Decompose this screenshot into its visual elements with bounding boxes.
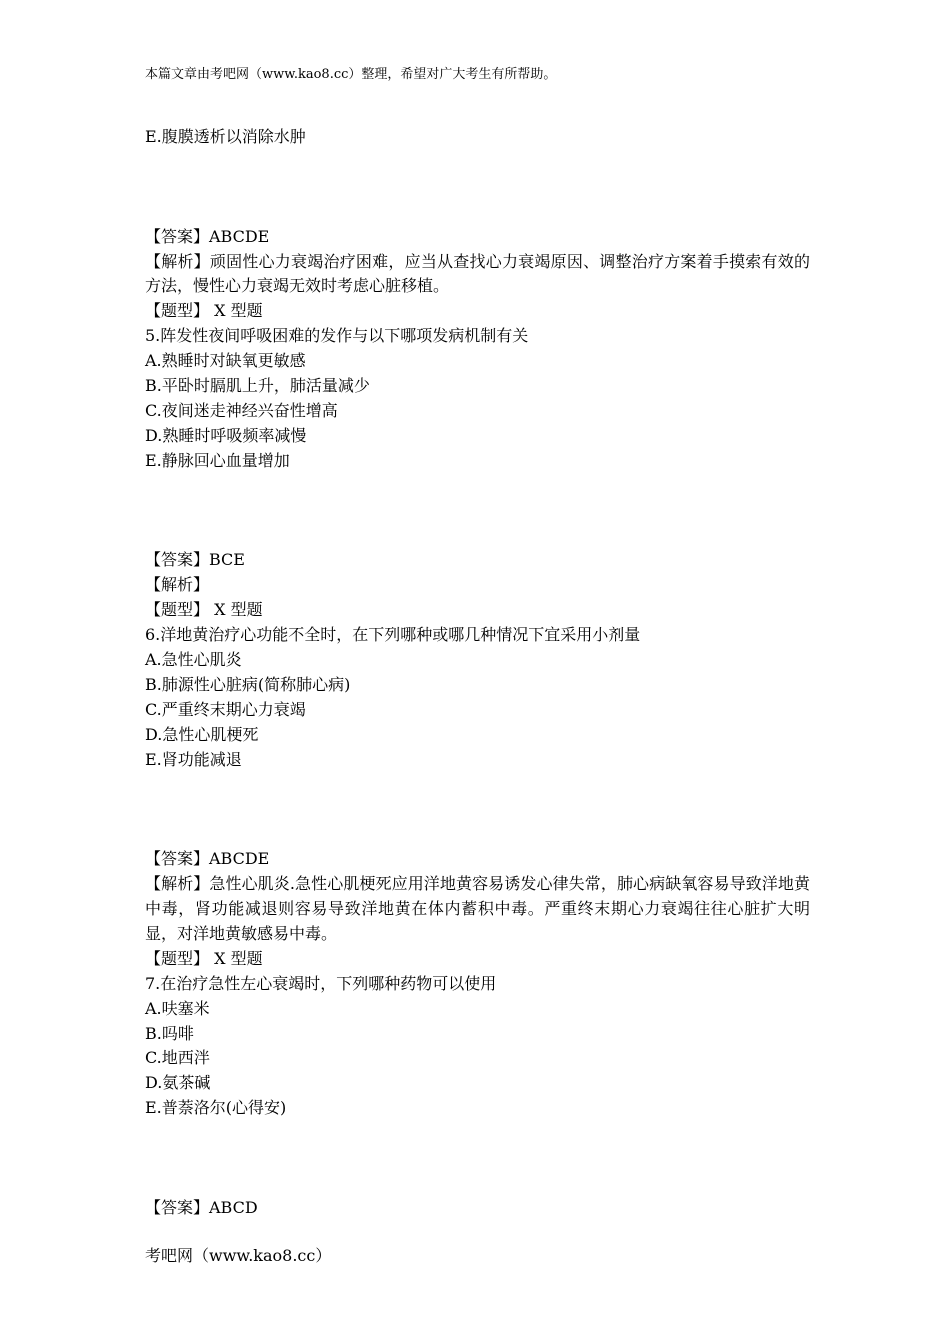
q4-option-e: E.腹膜透析以消除水肿 xyxy=(145,127,306,146)
q5-option-a: A.熟睡时对缺氧更敏感 xyxy=(145,351,306,371)
document-body xyxy=(145,125,810,1221)
q6-answer: 【答案】ABCDE xyxy=(145,849,270,869)
page-footer: 考吧网（www.kao8.cc） xyxy=(145,1246,332,1265)
q4-type: 【题型】 X 型题 xyxy=(145,301,263,321)
q7-option-d: D.氨茶碱 xyxy=(145,1073,211,1093)
q6-option-a: A.急性心肌炎 xyxy=(145,649,242,669)
q4-answer: 【答案】ABCDE xyxy=(145,226,270,246)
q6-option-e: E.肾功能减退 xyxy=(145,749,242,769)
q7-question: 7.在治疗急性左心衰竭时，下列哪种药物可以使用 xyxy=(145,973,497,993)
q7-option-e: E.普萘洛尔(心得安) xyxy=(145,1098,287,1118)
q5-option-d: D.熟睡时呼吸频率减慢 xyxy=(145,425,307,445)
q6-option-b: B.肺源性心脏病(简称肺心病) xyxy=(145,674,351,694)
q4-analysis: 【解析】顽固性心力衰竭治疗困难，应当从查找心力衰竭原因、调整治疗方案着手摸索有效的方法，慢性心力衰竭无效时考虑心脏移植。 xyxy=(145,251,810,296)
q5-option-b: B.平卧时膈肌上升，肺活量减少 xyxy=(145,376,370,396)
q5-question: 5.阵发性夜间呼吸困难的发作与以下哪项发病机制有关 xyxy=(145,326,529,346)
spacer xyxy=(145,1121,810,1196)
q7-option-a: A.呋塞米 xyxy=(145,998,210,1018)
q5-type: 【题型】 X 型题 xyxy=(145,600,263,620)
q6-option-d: D.急性心肌梗死 xyxy=(145,724,259,744)
q5-option-e: E.静脉回心血量增加 xyxy=(145,450,290,470)
spacer xyxy=(145,773,810,848)
q7-answer: 【答案】ABCD xyxy=(145,1197,258,1217)
spacer xyxy=(145,474,810,549)
q6-analysis: 【解析】急性心肌炎.急性心肌梗死应用洋地黄容易诱发心律失常，肺心病缺氧容易导致洋地黄中毒，肾功能减退则容易导致洋地黄在体内蓄积中毒。严重终末期心力衰竭往往心脏扩大明显，对洋地黄敏感易中毒。 xyxy=(145,874,810,943)
q6-question: 6.洋地黄治疗心功能不全时，在下列哪种或哪几种情况下宜采用小剂量 xyxy=(145,625,641,645)
q6-type: 【题型】 X 型题 xyxy=(145,948,263,968)
q7-option-b: B.吗啡 xyxy=(145,1023,194,1043)
q6-option-c: C.严重终末期心力衰竭 xyxy=(145,699,306,719)
q5-answer: 【答案】BCE xyxy=(145,550,245,570)
q7-option-c: C.地西泮 xyxy=(145,1048,210,1068)
q5-option-c: C.夜间迷走神经兴奋性增高 xyxy=(145,400,338,420)
page-header: 本篇文章由考吧网（www.kao8.cc）整理，希望对广大考生有所帮助。 xyxy=(145,67,557,82)
spacer xyxy=(145,150,810,225)
q5-analysis: 【解析】 xyxy=(145,575,210,595)
